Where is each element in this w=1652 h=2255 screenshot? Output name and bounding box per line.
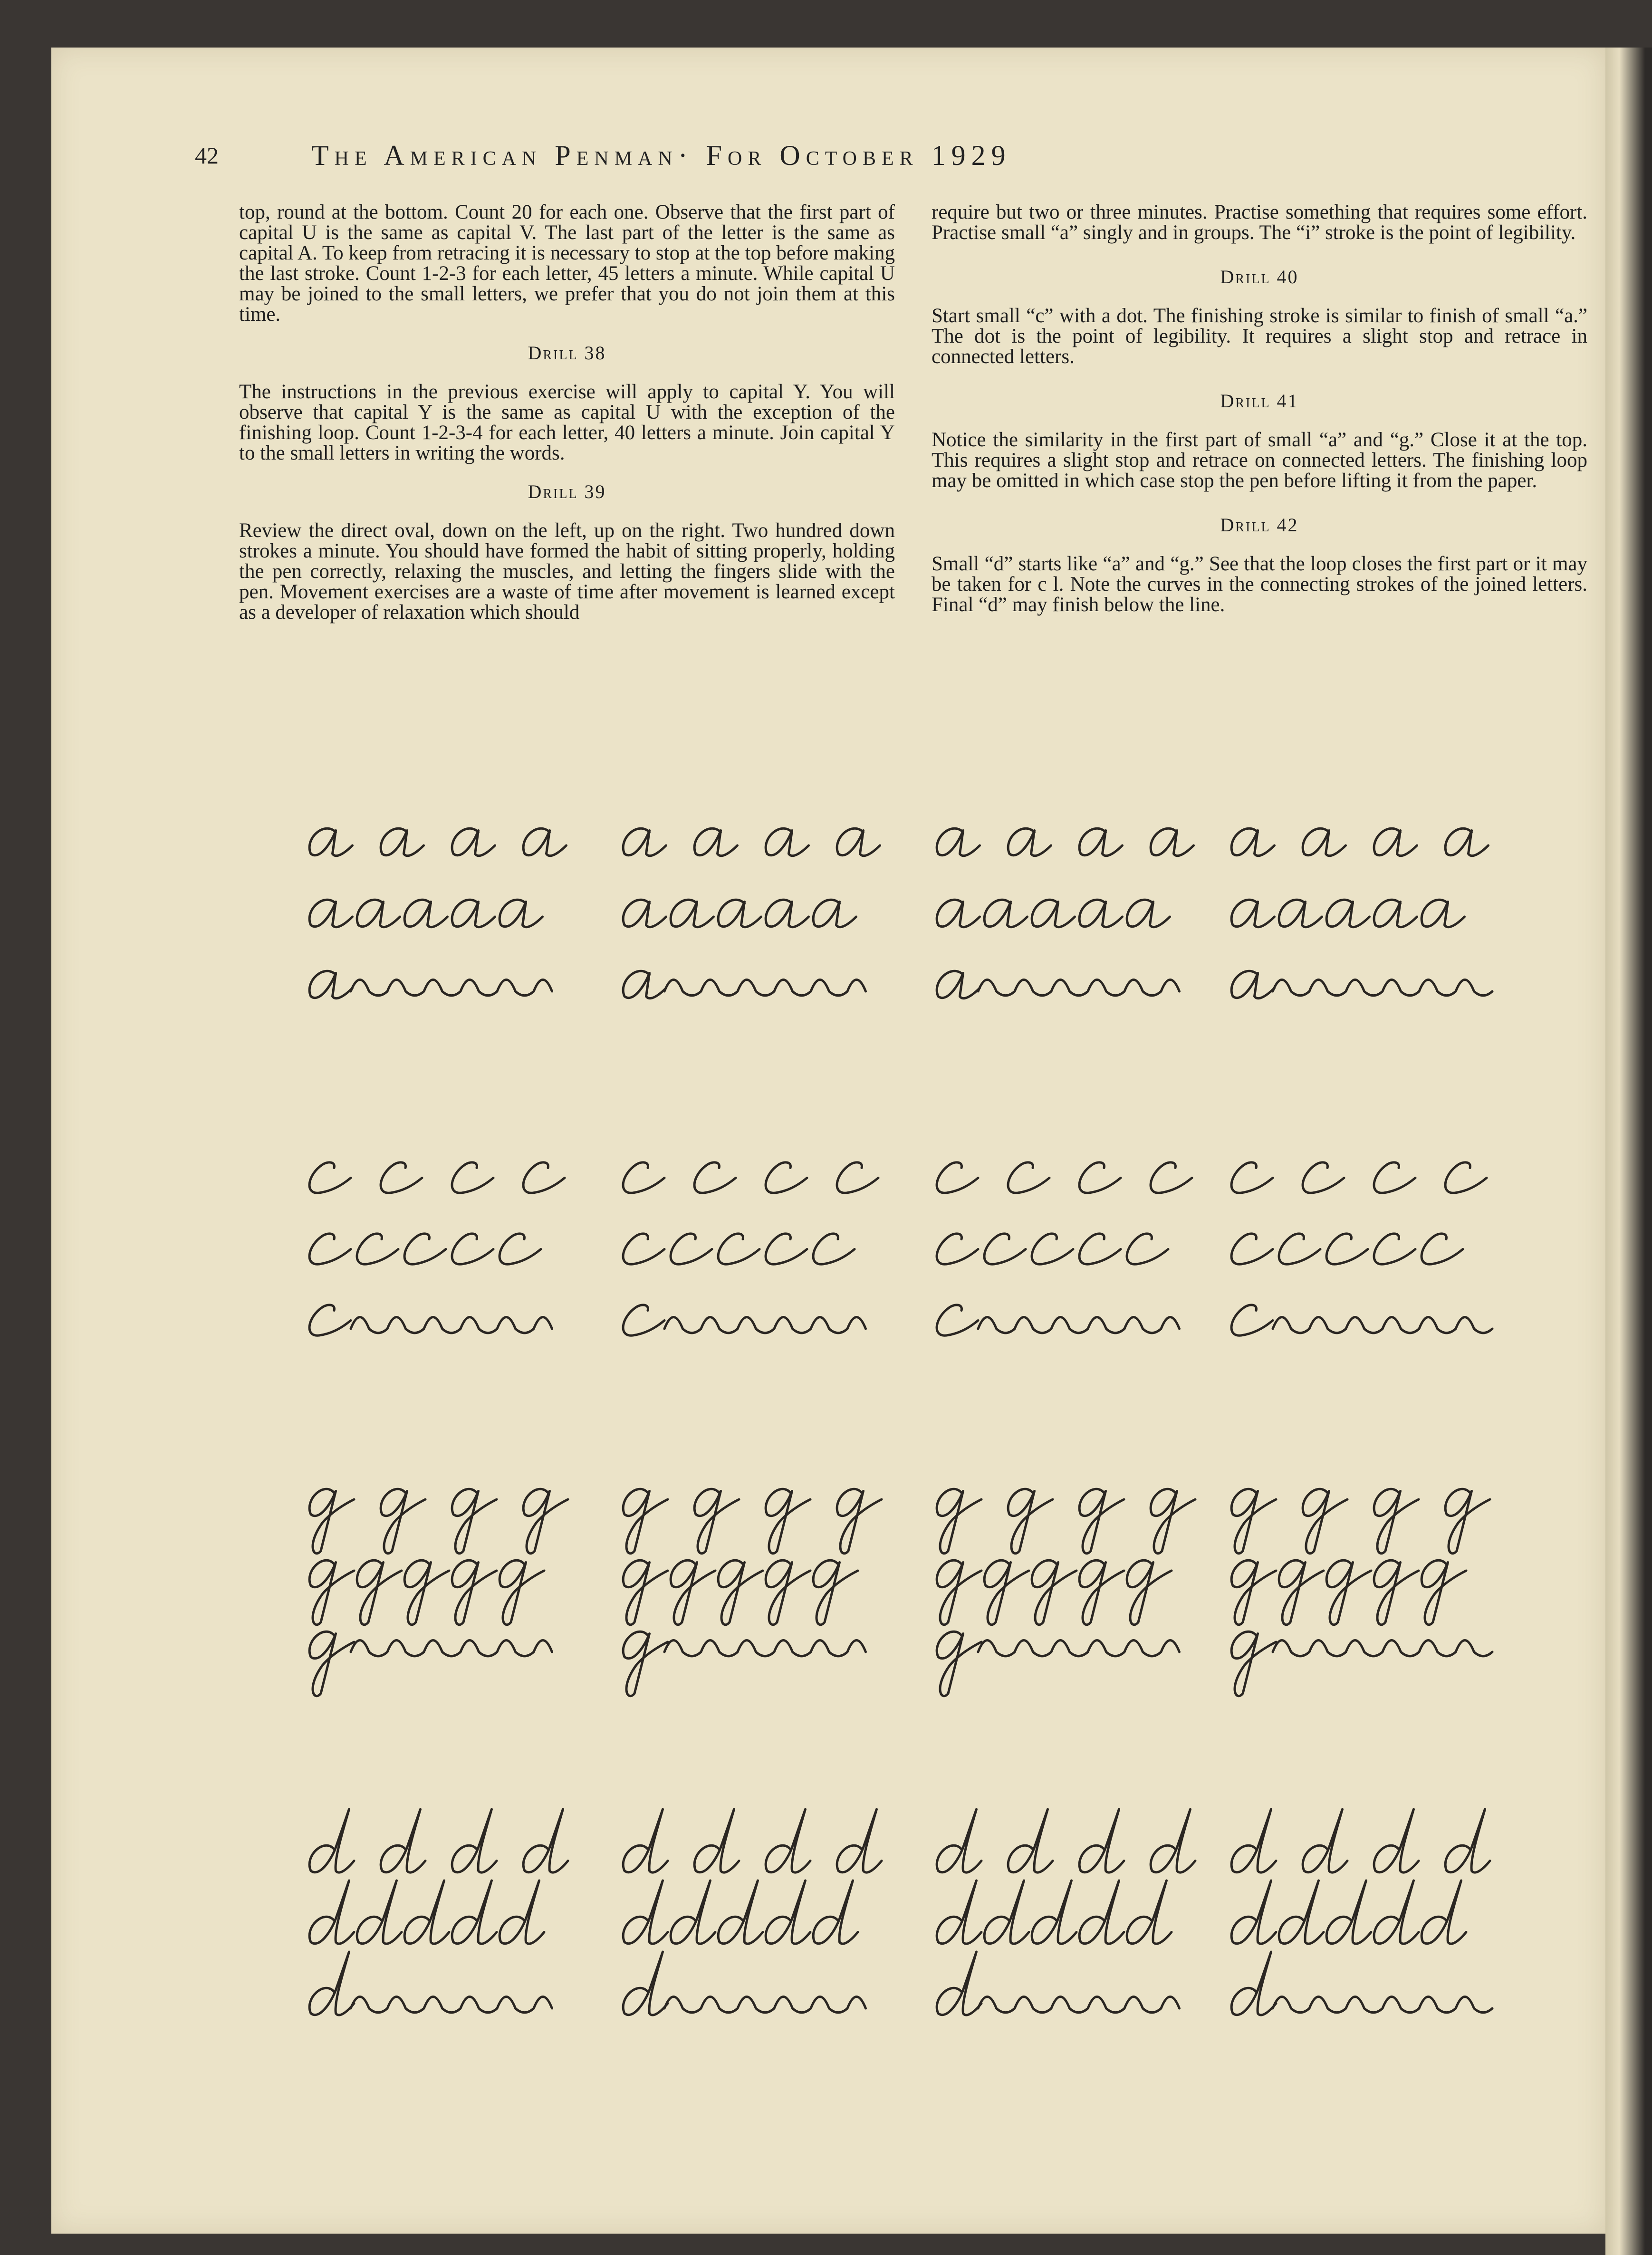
specimen-word-going bbox=[1231, 1631, 1492, 1696]
specimen-a-joined bbox=[1231, 900, 1464, 927]
specimen-g-joined bbox=[1231, 1560, 1466, 1625]
specimen-c-single bbox=[694, 1162, 736, 1193]
specimen-a-single bbox=[623, 828, 666, 855]
specimen-c-single bbox=[1374, 1162, 1415, 1193]
specimen-g-single bbox=[381, 1489, 425, 1554]
specimen-c-single bbox=[1151, 1162, 1192, 1193]
specimen-d-joined bbox=[937, 1881, 1172, 1944]
specimen-a-single bbox=[937, 828, 980, 855]
intro-paragraph: top, round at the bottom. Count 20 for each one. Observe that the first part of capital U is the same as capital V. The last part of the letter is the same as capital A. To keep from retracing it is necessary to stop at the top before making the last stroke. Count 1-2-3 for each letter, 45 letters a minute. While capital U may be joined to the small letters, we prefer that you do not join them at this time. bbox=[239, 201, 895, 326]
page-number: 42 bbox=[195, 142, 219, 169]
specimen-a-single bbox=[309, 828, 352, 855]
specimen-d-single bbox=[1445, 1809, 1490, 1872]
specimen-d-joined bbox=[1231, 1881, 1466, 1944]
specimen-word-adding bbox=[937, 1952, 1179, 2015]
specimen-c-joined bbox=[623, 1234, 855, 1264]
drill-42-text: Small “d” starts like “a” and “g.” See that the loop closes the first part or it may be taken for c l. Note the curves in the connecting strokes of the joined letters. Final “d” may finish below the line. bbox=[932, 553, 1587, 616]
specimen-g-single bbox=[523, 1489, 568, 1554]
specimen-word-going bbox=[937, 1631, 1179, 1696]
specimen-c-single bbox=[623, 1162, 664, 1193]
specimen-c-single bbox=[1079, 1162, 1121, 1193]
drill-40-text: Start small “c” with a dot. The finishing stroke is similar to finish of small “a.” The dot is the point of legibility. It requires a slight stop and retrace in connected letters. bbox=[932, 305, 1587, 368]
specimen-c-single bbox=[1303, 1162, 1344, 1193]
specimen-c-single bbox=[837, 1162, 878, 1193]
specimen-a-joined bbox=[937, 900, 1170, 927]
specimen-c-joined bbox=[309, 1234, 541, 1264]
drill-38-text: The instructions in the previous exercise will apply to capital Y. You will observe that capital Y is the same as capital U with the exception of the finishing loop. Count 1-2-3-4 for each letter, 40 letters a minute. Join capital Y to the small letters in writing the words. bbox=[239, 381, 895, 464]
specimen-word-canning bbox=[1231, 1305, 1492, 1335]
specimen-d-single bbox=[1008, 1809, 1053, 1872]
specimen-word-canning bbox=[623, 1305, 865, 1335]
specimen-a-single bbox=[381, 828, 423, 855]
specimen-g-single bbox=[766, 1489, 810, 1554]
specimen-g-single bbox=[1303, 1489, 1347, 1554]
specimen-word-going bbox=[309, 1631, 552, 1696]
specimen-g-single bbox=[1231, 1489, 1276, 1554]
specimen-d-single bbox=[1231, 1809, 1276, 1872]
specimen-a-single bbox=[1231, 828, 1274, 855]
drill-41-text: Notice the similarity in the first part of small “a” and “g.” Close it at the top. This requires a slight stop and retrace on connected letters. The finishing loop may be omitted in which case stop the pen before lifting it from the paper. bbox=[932, 429, 1587, 492]
specimen-g-joined bbox=[623, 1560, 858, 1625]
specimen-a-joined bbox=[623, 900, 856, 927]
specimen-word-adding bbox=[1231, 1952, 1492, 2015]
specimen-d-single bbox=[1303, 1809, 1347, 1872]
specimen-a-single bbox=[1151, 828, 1193, 855]
specimen-c-single bbox=[381, 1162, 422, 1193]
specimen-a-single bbox=[694, 828, 737, 855]
drill-38-heading: Drill 38 bbox=[528, 342, 606, 364]
specimen-g-single bbox=[1008, 1489, 1053, 1554]
specimen-g-single bbox=[452, 1489, 497, 1554]
specimen-d-single bbox=[937, 1809, 981, 1872]
specimen-a-single bbox=[1008, 828, 1051, 855]
specimen-g-joined bbox=[309, 1560, 544, 1625]
specimen-g-single bbox=[1374, 1489, 1419, 1554]
specimen-word-adding bbox=[309, 1952, 552, 2015]
specimen-c-single bbox=[1445, 1162, 1487, 1193]
specimen-d-single bbox=[1151, 1809, 1195, 1872]
specimen-a-single bbox=[523, 828, 566, 855]
specimen-d-single bbox=[694, 1809, 739, 1872]
specimen-d-single bbox=[452, 1809, 497, 1872]
specimen-g-joined bbox=[937, 1560, 1172, 1625]
specimen-c-joined bbox=[1231, 1234, 1463, 1264]
drill-41-heading: Drill 41 bbox=[1220, 390, 1299, 412]
specimen-g-single bbox=[309, 1489, 354, 1554]
specimen-c-single bbox=[452, 1162, 493, 1193]
specimen-a-single bbox=[1303, 828, 1345, 855]
drill-39-heading: Drill 39 bbox=[528, 481, 606, 502]
specimen-d-single bbox=[1374, 1809, 1419, 1872]
continued-paragraph: require but two or three minutes. Practise something that requires some effort. Practise small “a” singly and in groups. The “i” stroke is the point of legibility. bbox=[932, 201, 1587, 244]
specimen-d-joined bbox=[623, 1881, 858, 1944]
specimen-word-adding bbox=[623, 1952, 865, 2015]
specimen-c-single bbox=[937, 1162, 978, 1193]
specimen-g-single bbox=[1079, 1489, 1124, 1554]
specimen-word-canning bbox=[309, 1305, 552, 1335]
drill-39-text: Review the direct oval, down on the left, up on the right. Two hundred down strokes a minute. You should have formed the habit of sitting properly, holding the pen correctly, relaxing the muscles, and letting the fingers slide with the pen. Movement exercises are a waste of time after movement is learned except as a developer of relaxation which should bbox=[239, 519, 895, 624]
specimen-d-single bbox=[837, 1809, 882, 1872]
specimen-word-aiming bbox=[1231, 971, 1492, 998]
specimen-d-single bbox=[1079, 1809, 1124, 1872]
specimen-a-single bbox=[766, 828, 808, 855]
specimen-word-aiming bbox=[623, 971, 865, 998]
specimen-c-single bbox=[523, 1162, 565, 1193]
specimen-a-single bbox=[837, 828, 880, 855]
specimen-g-single bbox=[694, 1489, 739, 1554]
specimen-d-single bbox=[623, 1809, 668, 1872]
drill-42-heading: Drill 42 bbox=[1220, 514, 1299, 536]
specimen-a-joined bbox=[309, 900, 542, 927]
drill-40-heading: Drill 40 bbox=[1220, 266, 1299, 288]
specimen-c-single bbox=[309, 1162, 351, 1193]
running-title: The American Penman· For October 1929 bbox=[311, 140, 1011, 171]
specimen-g-single bbox=[1151, 1489, 1195, 1554]
specimen-g-single bbox=[837, 1489, 882, 1554]
specimen-word-aiming bbox=[937, 971, 1179, 998]
specimen-c-single bbox=[766, 1162, 807, 1193]
specimen-g-single bbox=[937, 1489, 981, 1554]
specimen-word-aiming bbox=[309, 971, 552, 998]
specimen-a-single bbox=[1079, 828, 1122, 855]
specimen-a-single bbox=[1445, 828, 1488, 855]
specimen-c-single bbox=[1008, 1162, 1049, 1193]
specimen-a-single bbox=[1374, 828, 1417, 855]
specimen-d-single bbox=[523, 1809, 568, 1872]
specimen-a-single bbox=[452, 828, 495, 855]
specimen-d-single bbox=[309, 1809, 354, 1872]
specimen-d-single bbox=[381, 1809, 425, 1872]
specimen-c-joined bbox=[937, 1234, 1168, 1264]
specimen-d-joined bbox=[309, 1881, 544, 1944]
specimen-c-single bbox=[1231, 1162, 1273, 1193]
specimen-g-single bbox=[623, 1489, 668, 1554]
specimen-word-going bbox=[623, 1631, 865, 1696]
specimen-g-single bbox=[1445, 1489, 1490, 1554]
specimen-word-canning bbox=[937, 1305, 1179, 1335]
specimen-d-single bbox=[766, 1809, 810, 1872]
